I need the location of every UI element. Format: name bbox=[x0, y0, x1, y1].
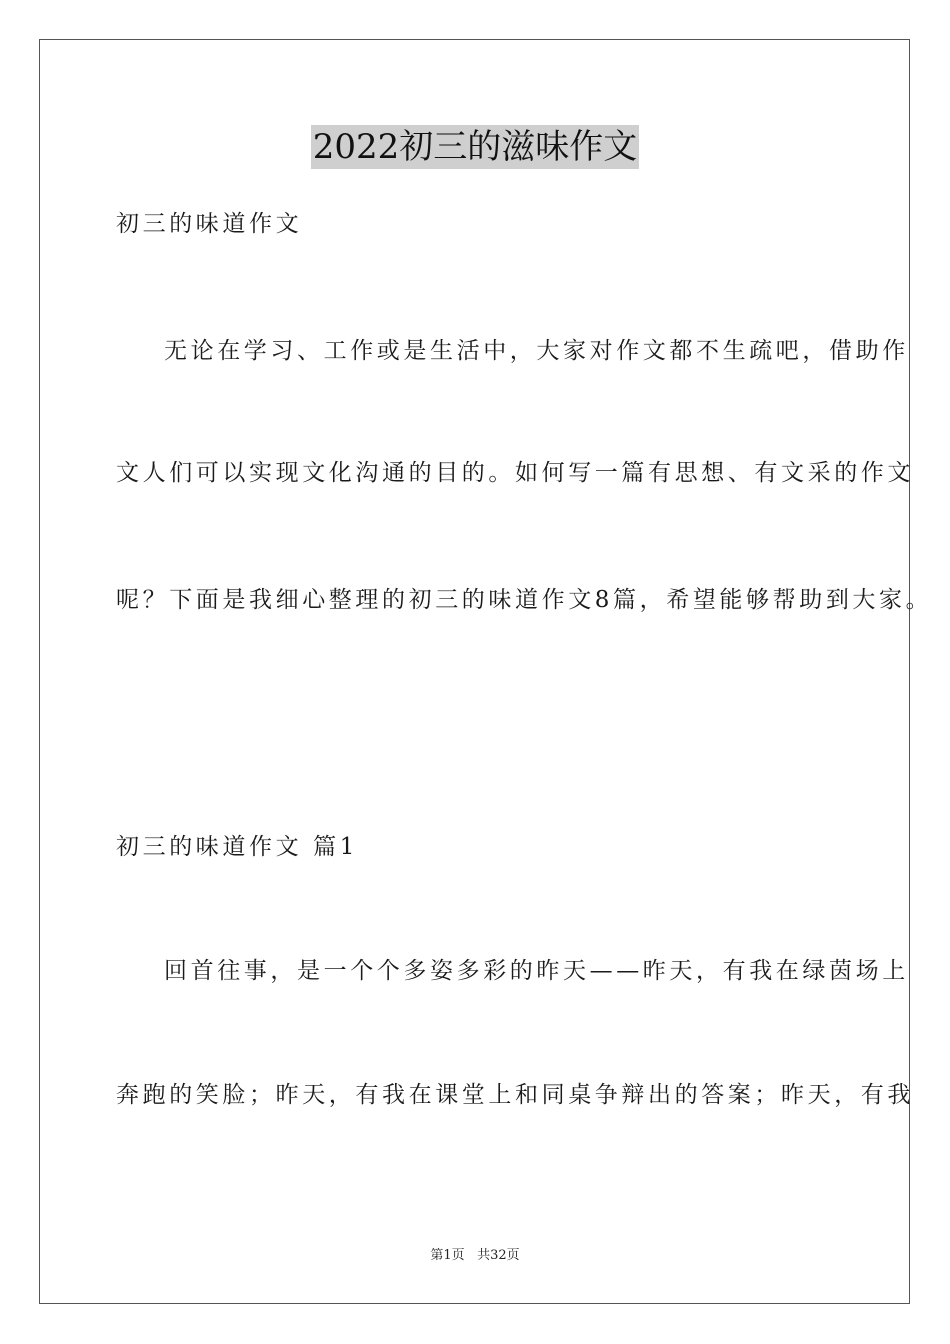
paragraph-line: 呢？下面是我细心整理的初三的味道作文8篇，希望能够帮助到大家。 bbox=[116, 587, 933, 613]
paragraph-line: 奔跑的笑脸；昨天，有我在课堂上和同桌争辩出的答案；昨天，有我 bbox=[116, 1082, 914, 1108]
title-container bbox=[0, 125, 950, 169]
paragraph-line: 无论在学习、工作或是生活中，大家对作文都不生疏吧，借助作 bbox=[164, 338, 909, 364]
paragraph-line: 回首往事，是一个个多姿多彩的昨天——昨天，有我在绿茵场上 bbox=[164, 958, 909, 984]
document-title: 2022初三的滋味作文 bbox=[312, 127, 638, 167]
page-footer bbox=[0, 1247, 950, 1265]
paragraph-line: 文人们可以实现文化沟通的目的。如何写一篇有思想、有文采的作文 bbox=[116, 460, 914, 486]
page-number: 第1页 bbox=[430, 1248, 465, 1263]
subtitle-line: 初三的味道作文 bbox=[116, 211, 303, 237]
section-heading: 初三的味道作文 篇1 bbox=[116, 834, 358, 860]
page-total: 共32页 bbox=[477, 1248, 520, 1263]
